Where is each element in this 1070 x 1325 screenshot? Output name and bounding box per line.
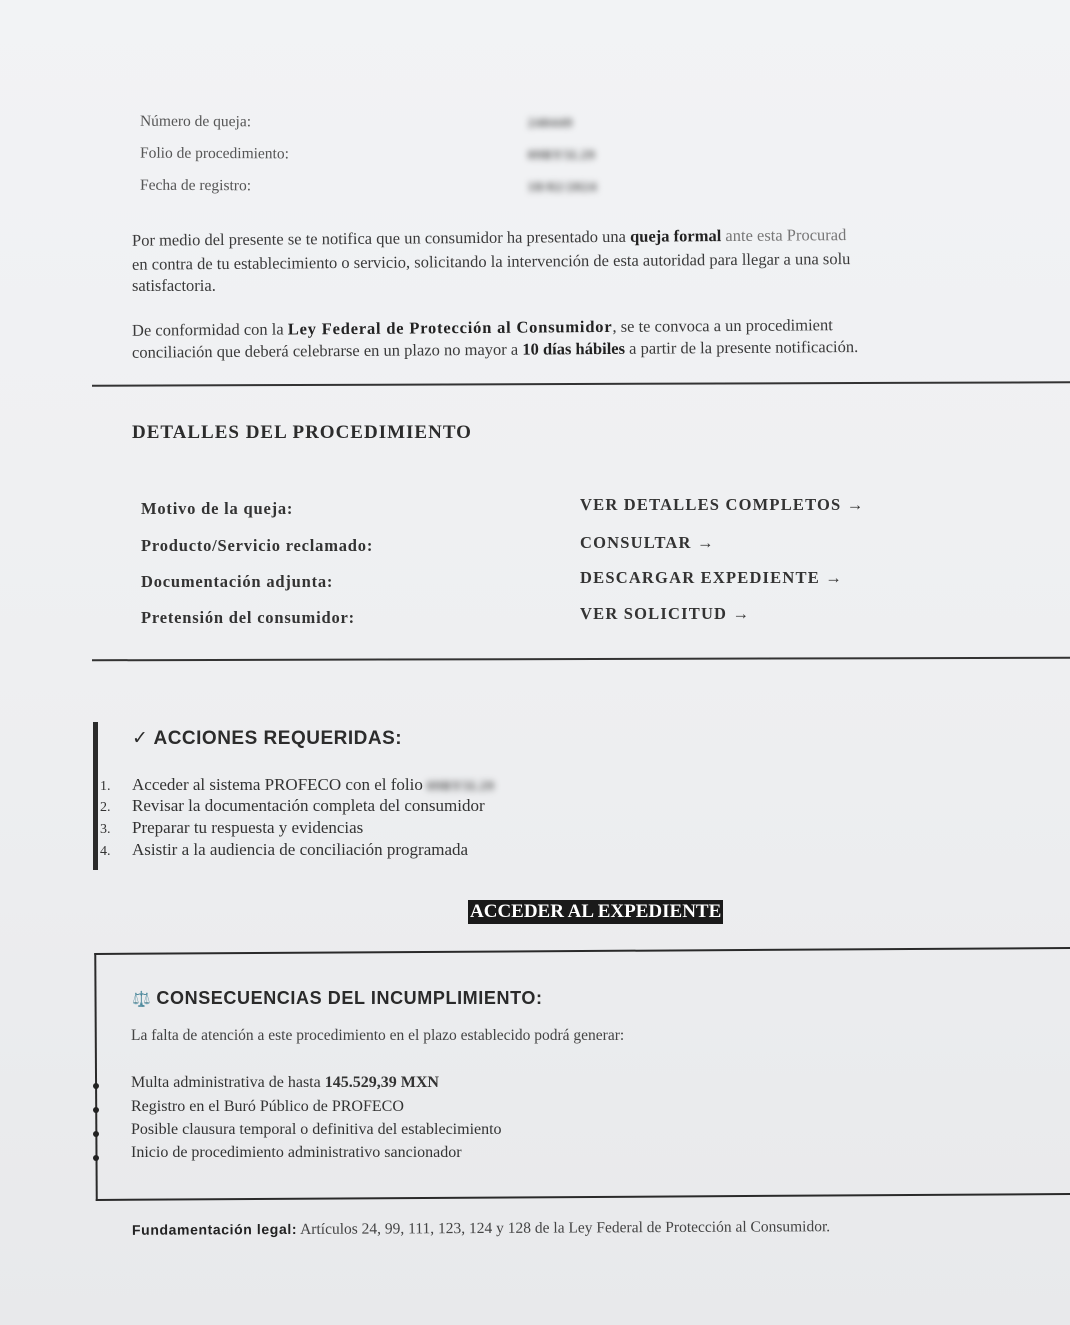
intro-paragraph-1-line-3: satisfactoria. — [132, 276, 216, 295]
acciones-left-bar — [93, 722, 98, 870]
descargar-expediente-link[interactable]: DESCARGAR EXPEDIENTE → — [580, 568, 843, 587]
queja-value: 240449 — [528, 115, 573, 130]
divider-2 — [92, 657, 1070, 662]
consecuencia-item: Posible clausura temporal o definitiva del establecimiento — [131, 1121, 502, 1138]
consultar-link[interactable]: CONSULTAR → — [580, 533, 715, 552]
ver-solicitud-link[interactable]: VER SOLICITUD → — [580, 604, 751, 623]
divider-1 — [92, 381, 1070, 386]
fecha-value: 18/02/2024 — [528, 179, 598, 194]
action-item-2: Revisar la documentación completa del consumidor — [132, 796, 485, 815]
bullet — [93, 1083, 99, 1089]
action-number: 2. — [100, 800, 111, 815]
action-item-1: Acceder al sistema PROFECO con el folio 09RY5L29 — [132, 775, 495, 794]
acceder-expediente-button[interactable]: ACCEDER AL EXPEDIENTE — [470, 901, 722, 922]
detail-label-pretension: Pretensión del consumidor: — [141, 608, 355, 627]
consecuencia-multa: Multa administrativa de hasta 145.529,39 MXN — [131, 1074, 439, 1091]
warning-icon: ⚖️ — [132, 992, 152, 1008]
folio-value: 09RY5L29 — [528, 147, 596, 162]
intro-paragraph-2-line-1: De conformidad con la Ley Federal de Protección al Consumidor, se te convoca a un procedimient — [131, 315, 833, 340]
detail-label-documentacion: Documentación adjunta: — [141, 572, 334, 591]
detail-label-motivo: Motivo de la queja: — [141, 499, 294, 518]
bullet — [93, 1155, 99, 1161]
acciones-title: ✓ ACCIONES REQUERIDAS: — [132, 728, 403, 749]
fundamentacion-legal: Fundamentación legal: Artículos 24, 99, 111, 123, 124 y 128 de la Ley Federal de Protección al Consumidor. — [131, 1218, 831, 1238]
consecuencia-item: Inicio de procedimiento administrativo sancionador — [131, 1144, 462, 1161]
detail-label-producto: Producto/Servicio reclamado: — [141, 536, 374, 555]
queja-label: Número de queja: — [139, 112, 252, 131]
detalles-title: DETALLES DEL PROCEDIMIENTO — [132, 422, 472, 443]
consecuencias-title: ⚖️ CONSECUENCIAS DEL INCUMPLIMIENTO: — [132, 988, 543, 1008]
action-item-3: Preparar tu respuesta y evidencias — [132, 818, 364, 837]
intro-paragraph-1-line-2: en contra de tu establecimiento o servicio, solicitando la intervención de esta autoridad para llegar a una solu — [131, 249, 851, 274]
fecha-label: Fecha de registro: — [139, 176, 252, 195]
consecuencias-intro: La falta de atención a este procedimiento en el plazo establecido podrá generar: — [131, 1027, 625, 1044]
action-number: 4. — [100, 844, 111, 859]
action-item-4: Asistir a la audiencia de conciliación programada — [132, 840, 469, 859]
intro-paragraph-1-line-1: Por medio del presente se te notifica que un consumidor ha presentado una queja formal ante esta Procurad — [131, 225, 847, 250]
folio-label: Folio de procedimiento: — [139, 144, 289, 163]
consecuencia-item: Registro en el Buró Público de PROFECO — [131, 1098, 404, 1115]
bullet — [93, 1107, 99, 1113]
action-number: 1. — [100, 779, 111, 794]
action-number: 3. — [100, 822, 111, 837]
intro-paragraph-2-line-2: conciliación que deberá celebrarse en un plazo no mayor a 10 días hábiles a partir de la presente notificación. — [131, 336, 859, 362]
ver-detalles-link[interactable]: VER DETALLES COMPLETOS → — [580, 495, 865, 514]
bullet — [93, 1131, 99, 1137]
